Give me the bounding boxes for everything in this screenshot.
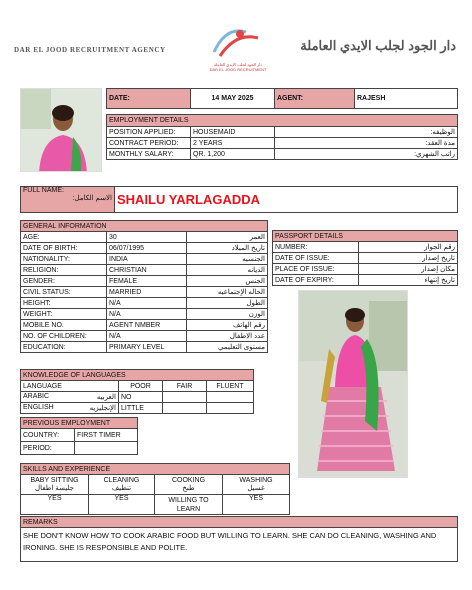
- passport-issue-date-label: DATE OF ISSUE:: [273, 253, 359, 264]
- nationality-label-ar: الجنسيه: [187, 254, 268, 265]
- religion-label-ar: الديانه: [187, 265, 268, 276]
- general-info-table: [20, 220, 268, 353]
- lang-arabic-ar: العربيه: [96, 394, 116, 401]
- skill-cooking-ar: طبخ: [182, 484, 195, 492]
- remarks-text: SHE DON'T KNOW HOW TO COOK ARABIC FOOD BUT WILLING TO LEARN. SHE CAN DO CLEANING, WASHING AND IRONING. SHE IS RESPONSIBLE AND POLITE.: [21, 528, 458, 562]
- skill-cleaning: CLEANING: [103, 476, 140, 484]
- civil-status-label-ar: الحاله الإجتماعيه: [187, 287, 268, 298]
- languages-title: KNOWLEDGE OF LANGUAGES: [21, 370, 254, 381]
- fullname-value: SHAILU YARLAGADDA: [115, 187, 458, 213]
- lang-header-fair: FAIR: [163, 381, 207, 392]
- gender-value: FEMALE: [107, 276, 187, 287]
- passport-expiry-label-ar: تاريخ إنتهاء: [359, 275, 458, 286]
- mobile-value: AGENT NMBER: [107, 320, 187, 331]
- skill-cooking: COOKING: [171, 476, 206, 484]
- skill-washing-value: YES: [223, 495, 290, 515]
- date-value: 14 MAY 2025: [191, 89, 275, 109]
- remarks-table: [20, 516, 458, 562]
- education-value: PRIMARY LEVEL: [107, 342, 187, 353]
- passport-issue-place-label-ar: مكان إصدار: [359, 264, 458, 275]
- civil-status-label: CIVIL STATUS:: [21, 287, 107, 298]
- height-label: HEIGHT:: [21, 298, 107, 309]
- nationality-value: INDIA: [107, 254, 187, 265]
- skill-babysitting-value: YES: [21, 495, 89, 515]
- previous-employment-title: PREVIOUS EMPLOYMENT: [21, 418, 138, 429]
- contract-label-ar: مدة العقد:: [275, 138, 458, 149]
- agency-name-ar: دار الجود لجلب الايدي العاملة: [300, 38, 456, 53]
- agent-value: RAJESH: [355, 89, 458, 109]
- passport-number-label: NUMBER:: [273, 242, 359, 253]
- contract-value: 2 YEARS: [191, 138, 275, 149]
- fullname-label-ar: الاسم الكامل:: [72, 195, 112, 202]
- lang-header-poor: POOR: [119, 381, 163, 392]
- remarks-title: REMARKS: [21, 517, 458, 528]
- candidate-photo-full: [298, 290, 408, 478]
- agent-label: AGENT:: [275, 89, 355, 109]
- mobile-label: MOBILE NO.: [21, 320, 107, 331]
- salary-value: QR. 1,200: [191, 149, 275, 160]
- lang-english-ar: الإنجليزيه: [89, 405, 116, 412]
- skill-cleaning-header: [89, 475, 155, 495]
- lang-english-fluent: [207, 403, 254, 414]
- fullname-label-cell: [21, 187, 115, 213]
- religion-value: CHRISTIAN: [107, 265, 187, 276]
- salary-label-ar: راتب الشهري:: [275, 149, 458, 160]
- skill-cleaning-ar: تنظيف: [111, 484, 132, 492]
- country-value: FIRST TIMER: [75, 429, 138, 442]
- education-label: EDUCATION:: [21, 342, 107, 353]
- religion-label: RELIGION:: [21, 265, 107, 276]
- skill-cleaning-value: YES: [89, 495, 155, 515]
- lang-header-fluent: FLUENT: [207, 381, 254, 392]
- lang-arabic-fluent: [207, 392, 254, 403]
- passport-issue-date-label-ar: تاريخ إصدار: [359, 253, 458, 264]
- weight-label-ar: الوزن: [187, 309, 268, 320]
- candidate-photo-small: [20, 88, 102, 172]
- age-value: 30: [107, 232, 187, 243]
- education-label-ar: مستوى التعليمي: [187, 342, 268, 353]
- languages-table: [20, 369, 254, 414]
- children-value: N/A: [107, 331, 187, 342]
- passport-table: [272, 230, 458, 286]
- lang-arabic-cell: [21, 392, 119, 403]
- skill-babysitting-header: [21, 475, 89, 495]
- mobile-label-ar: رقم الهاتف: [187, 320, 268, 331]
- contract-label: CONTRACT PERIOD:: [107, 138, 191, 149]
- agency-name-en: DAR EL JOOD RECRUITMENT AGENCY: [14, 46, 166, 54]
- passport-title: PASSPORT DETAILS: [273, 231, 458, 242]
- age-label-ar: العمر: [187, 232, 268, 243]
- previous-employment-table: [20, 417, 138, 455]
- dob-label-ar: تاريخ الميلاد: [187, 243, 268, 254]
- general-info-title: GENERAL INFORMATION: [21, 221, 268, 232]
- children-label: NO. OF CHILDREN:: [21, 331, 107, 342]
- civil-status-value: MARRIED: [107, 287, 187, 298]
- employment-title: EMPLOYMENT DETAILS: [107, 115, 458, 127]
- date-agent-table: [106, 88, 458, 109]
- lang-english: ENGLISH: [23, 404, 54, 411]
- lang-arabic: ARABIC: [23, 393, 50, 400]
- children-label-ar: عدد الاطفال: [187, 331, 268, 342]
- logo-caption: دار الجود لجلب الايدي العاملة DAR EL JOOD RECRUITMENT: [209, 62, 267, 72]
- employment-table: [106, 114, 458, 160]
- height-label-ar: الطول: [187, 298, 268, 309]
- skill-cooking-header: [155, 475, 223, 495]
- skill-cooking-value: WILLING TO LEARN: [155, 495, 223, 515]
- lang-arabic-fair: [163, 392, 207, 403]
- skill-babysitting: BABY SITTING: [30, 476, 79, 484]
- passport-expiry-label: DATE OF EXPIRY:: [273, 275, 359, 286]
- nationality-label: NATIONALITY:: [21, 254, 107, 265]
- skills-table: [20, 463, 290, 515]
- lang-english-fair: [163, 403, 207, 414]
- gender-label-ar: الجنس: [187, 276, 268, 287]
- lang-english-cell: [21, 403, 119, 414]
- period-value: [75, 442, 138, 455]
- age-label: AGE:: [21, 232, 107, 243]
- fullname-label: FULL NAME:: [23, 187, 64, 194]
- skill-babysitting-ar: جليسة اطفال: [35, 484, 74, 492]
- skill-washing-ar: غسيل: [247, 484, 265, 492]
- lang-arabic-poor: NO: [119, 392, 163, 403]
- date-label: DATE:: [107, 89, 191, 109]
- lang-english-poor: LITTLE: [119, 403, 163, 414]
- skills-title: SKILLS AND EXPERIENCE: [21, 464, 290, 475]
- position-label: POSITION APPLIED:: [107, 127, 191, 138]
- weight-value: N/A: [107, 309, 187, 320]
- position-value: HOUSEMAID: [191, 127, 275, 138]
- dob-value: 06/07/1995: [107, 243, 187, 254]
- skill-washing: WASHING: [239, 476, 273, 484]
- skill-washing-header: [223, 475, 290, 495]
- position-label-ar: الوظيفه:: [275, 127, 458, 138]
- dob-label: DATE OF BIRTH:: [21, 243, 107, 254]
- period-label: PERIOD:: [21, 442, 75, 455]
- country-label: COUNTRY:: [21, 429, 75, 442]
- passport-number-label-ar: رقم الجواز: [359, 242, 458, 253]
- height-value: N/A: [107, 298, 187, 309]
- fullname-table: [20, 186, 458, 213]
- weight-label: WEIGHT:: [21, 309, 107, 320]
- gender-label: GENDER:: [21, 276, 107, 287]
- lang-header-language: LANGUAGE: [21, 381, 119, 392]
- passport-issue-place-label: PLACE OF ISSUE:: [273, 264, 359, 275]
- salary-label: MONTHLY SALARY:: [107, 149, 191, 160]
